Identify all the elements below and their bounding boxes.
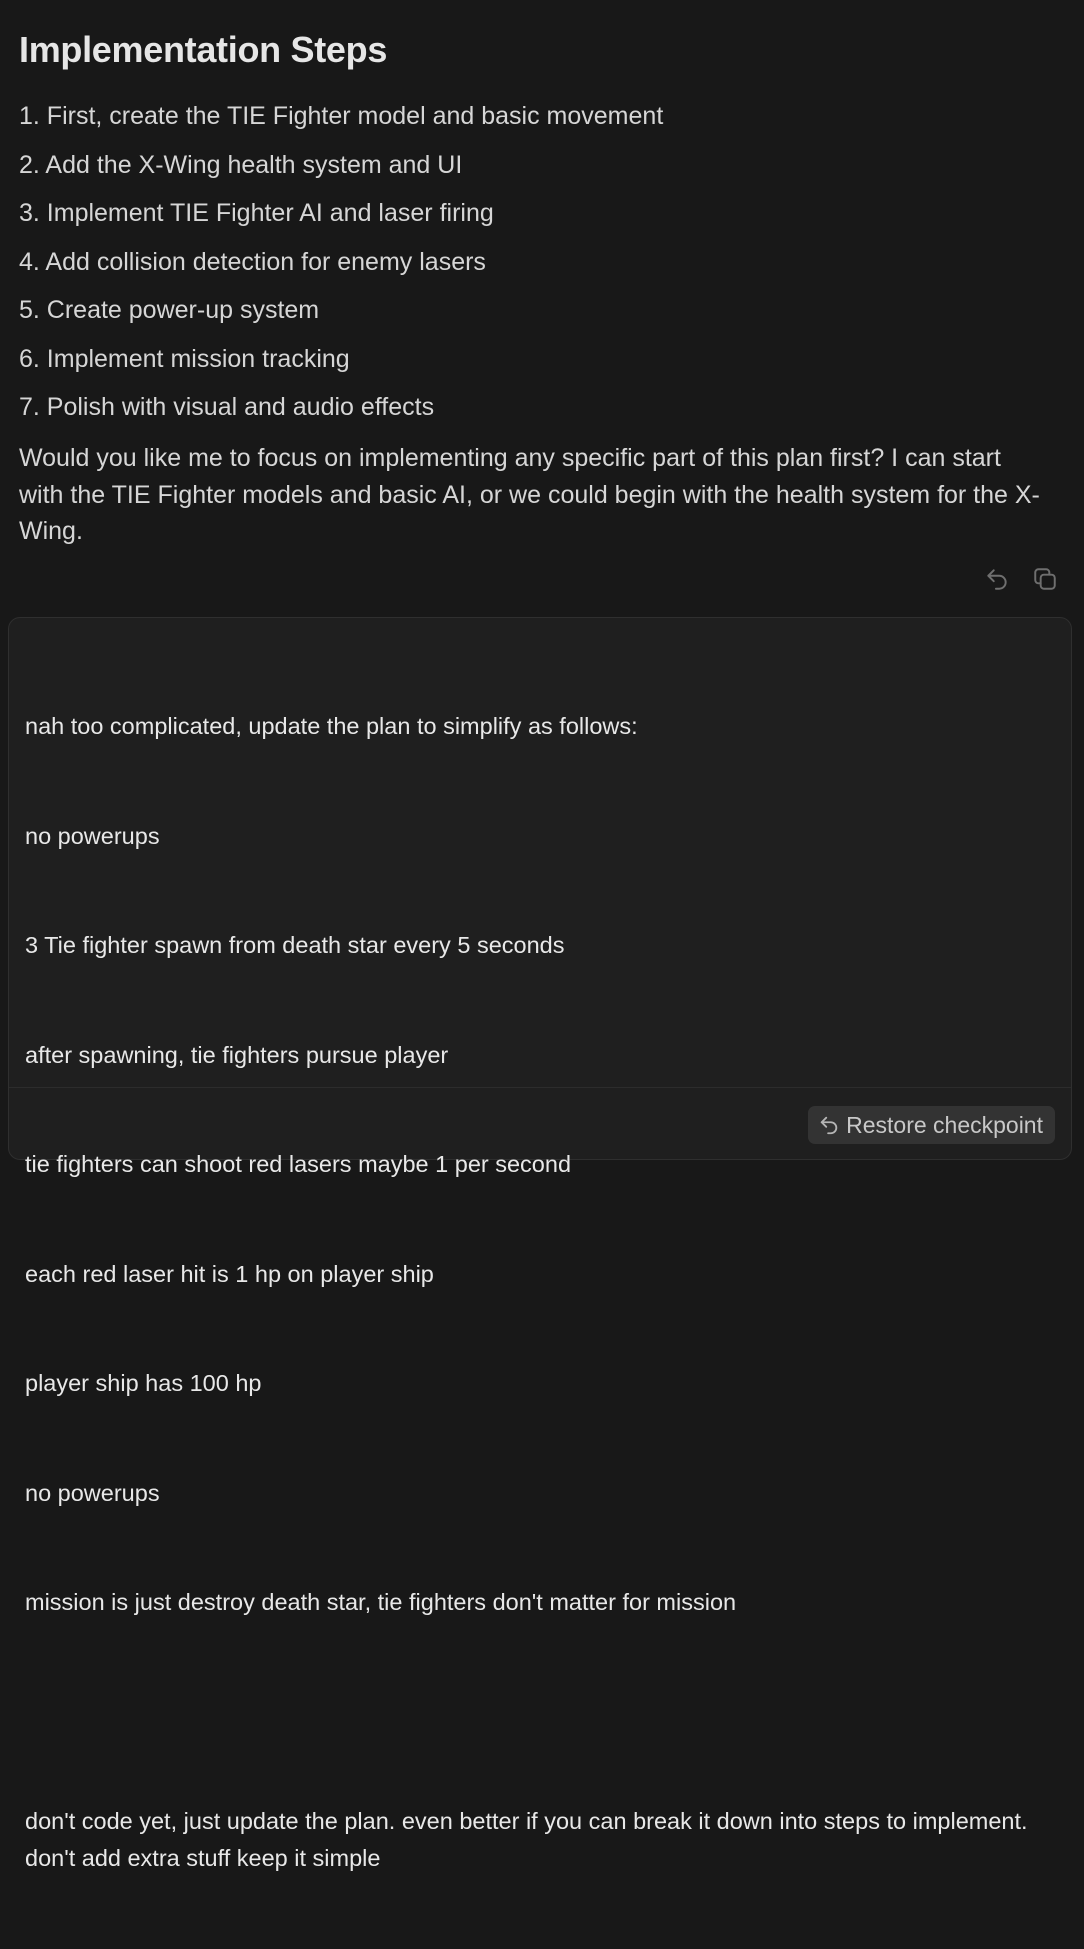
message-actions	[984, 566, 1058, 592]
undo-icon[interactable]	[984, 566, 1010, 592]
list-item: 1. First, create the TIE Fighter model and basic movement	[19, 102, 664, 130]
restore-checkpoint-button[interactable]	[808, 1106, 1055, 1144]
user-message-line: player ship has 100 hp	[25, 1370, 262, 1396]
user-message-line: each red laser hit is 1 hp on player ship	[25, 1260, 434, 1287]
user-message-blank-line	[25, 1694, 1045, 1731]
divider	[9, 1087, 1071, 1088]
user-message-line: nah too complicated, update the plan to simplify as follows:	[25, 713, 638, 739]
list-item: 7. Polish with visual and audio effects	[19, 393, 435, 421]
user-message[interactable]	[8, 617, 1072, 1871]
list-item: 2. Add the X-Wing health system and UI	[19, 150, 463, 179]
user-message-text	[25, 635, 1045, 1949]
steps-list	[19, 98, 663, 438]
list-item: 6. Implement mission tracking	[19, 344, 350, 373]
list-item: 5. Create power-up system	[19, 296, 320, 324]
user-message-line: no powerups	[25, 822, 160, 849]
closing-paragraph: Would you like me to focus on implementing any specific part of this plan first? I can start with the TIE Fighter models and basic AI, or we could begin with the health system for the X-Wing.	[19, 444, 1040, 545]
user-message-line: tie fighters can shoot red lasers maybe 1 per second	[25, 1151, 572, 1177]
restore-checkpoint-label: Restore checkpoint	[846, 1111, 1043, 1138]
user-message-line: 3 Tie fighter spawn from death star every 5 seconds	[25, 932, 565, 958]
copy-icon[interactable]	[1032, 566, 1058, 592]
user-message-line: mission is just destroy death star, tie fighters don't matter for mission	[25, 1589, 737, 1615]
list-item: 4. Add collision detection for enemy lasers	[19, 247, 486, 276]
user-message-line: don't code yet, just update the plan. even better if you can break it down into steps to implement. don't add extra stuff keep it simple	[25, 1808, 1035, 1871]
user-message-line: no powerups	[25, 1479, 160, 1506]
undo-icon	[818, 1114, 840, 1136]
section-heading: Implementation Steps	[19, 29, 388, 70]
list-item: 3. Implement TIE Fighter AI and laser firing	[19, 199, 494, 227]
user-message-line: after spawning, tie fighters pursue player	[25, 1041, 449, 1068]
